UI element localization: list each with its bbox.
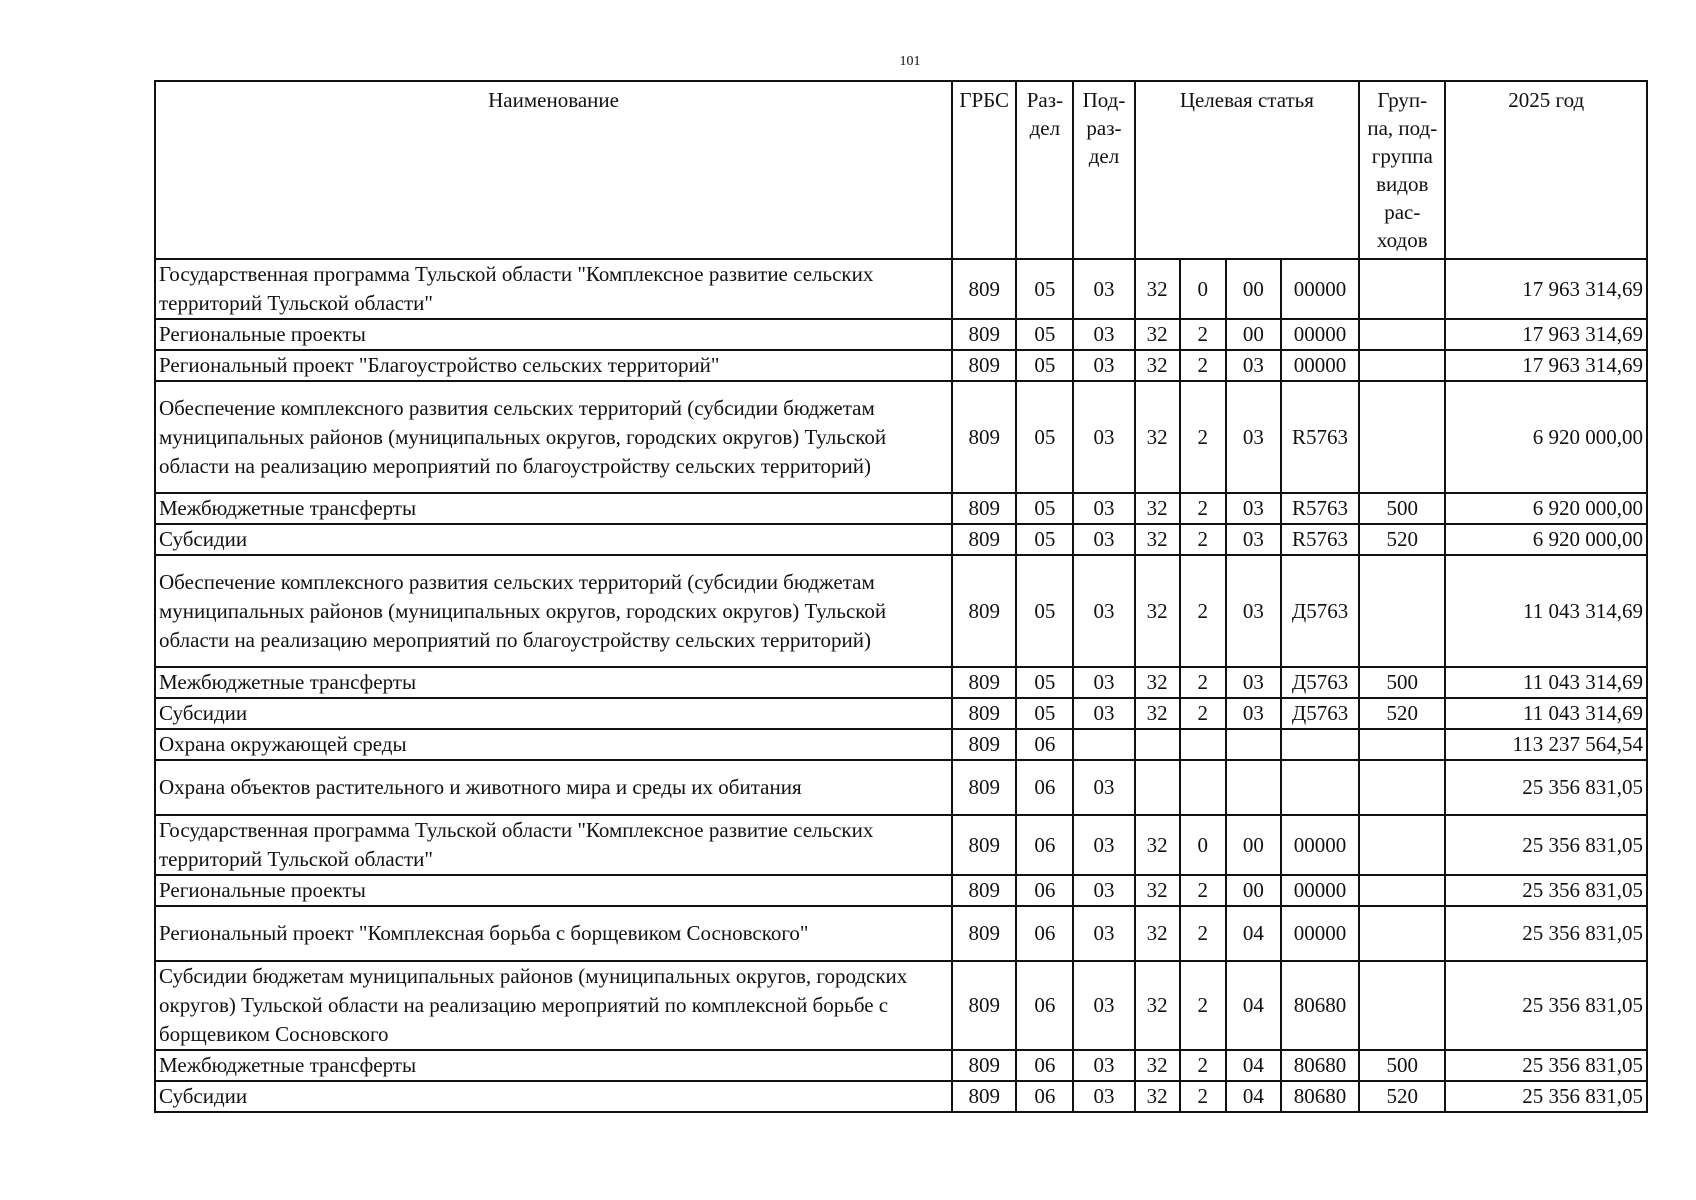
cell-amount: 11 043 314,69 <box>1445 698 1647 729</box>
cell-podrazdel: 03 <box>1073 961 1134 1050</box>
header-target-article: Целевая статья <box>1135 81 1360 259</box>
cell-grbs: 809 <box>952 524 1016 555</box>
cell-target-program <box>1135 760 1180 815</box>
table-row <box>155 729 1647 760</box>
cell-target-type: 2 <box>1180 493 1226 524</box>
cell-target-program: 32 <box>1135 815 1180 875</box>
header-expense-group: Груп- па, под- группа видов рас- ходов <box>1359 81 1445 259</box>
cell-expense-group: 500 <box>1359 493 1445 524</box>
cell-amount: 25 356 831,05 <box>1445 875 1647 906</box>
cell-name: Обеспечение комплексного развития сельских территорий (субсидии бюджетам муниципальных районов (муниципальных округов, городских округов) Тульской области на реализацию мероприятий по благоустройству сельских территорий) <box>155 381 952 493</box>
cell-amount: 17 963 314,69 <box>1445 319 1647 350</box>
cell-podrazdel: 03 <box>1073 381 1134 493</box>
table-row <box>155 259 1647 319</box>
cell-expense-group: 520 <box>1359 1081 1445 1112</box>
cell-target-direction: 00000 <box>1281 906 1359 961</box>
cell-razdel: 06 <box>1016 760 1073 815</box>
cell-target-type: 2 <box>1180 698 1226 729</box>
table-row <box>155 1081 1647 1112</box>
header-razdel: Раз- дел <box>1016 81 1073 259</box>
cell-target-structure: 03 <box>1226 524 1281 555</box>
cell-grbs: 809 <box>952 760 1016 815</box>
cell-target-structure: 03 <box>1226 667 1281 698</box>
cell-podrazdel: 03 <box>1073 760 1134 815</box>
cell-amount: 25 356 831,05 <box>1445 906 1647 961</box>
cell-target-program: 32 <box>1135 555 1180 667</box>
cell-name: Региональный проект "Благоустройство сельских территорий" <box>155 350 952 381</box>
cell-amount: 6 920 000,00 <box>1445 493 1647 524</box>
cell-target-type: 2 <box>1180 555 1226 667</box>
cell-target-direction: Д5763 <box>1281 698 1359 729</box>
cell-expense-group: 520 <box>1359 698 1445 729</box>
cell-name: Субсидии <box>155 1081 952 1112</box>
cell-target-structure: 04 <box>1226 1050 1281 1081</box>
cell-target-program: 32 <box>1135 1050 1180 1081</box>
cell-razdel: 06 <box>1016 729 1073 760</box>
cell-name: Субсидии бюджетам муниципальных районов (муниципальных округов, городских округов) Тульской области на реализацию мероприятий по комплексной борьбе с борщевиком Сосновского <box>155 961 952 1050</box>
cell-target-structure: 03 <box>1226 350 1281 381</box>
cell-target-type: 2 <box>1180 961 1226 1050</box>
cell-podrazdel: 03 <box>1073 906 1134 961</box>
cell-target-structure: 04 <box>1226 906 1281 961</box>
cell-amount: 25 356 831,05 <box>1445 1081 1647 1112</box>
cell-expense-group <box>1359 555 1445 667</box>
cell-target-type: 2 <box>1180 667 1226 698</box>
cell-expense-group <box>1359 319 1445 350</box>
cell-name: Межбюджетные трансферты <box>155 667 952 698</box>
table-header-row <box>155 81 1647 259</box>
cell-podrazdel: 03 <box>1073 493 1134 524</box>
cell-podrazdel <box>1073 729 1134 760</box>
cell-podrazdel: 03 <box>1073 555 1134 667</box>
cell-podrazdel: 03 <box>1073 524 1134 555</box>
cell-razdel: 05 <box>1016 524 1073 555</box>
table-row <box>155 381 1647 493</box>
cell-razdel: 05 <box>1016 698 1073 729</box>
cell-target-program: 32 <box>1135 493 1180 524</box>
cell-podrazdel: 03 <box>1073 319 1134 350</box>
cell-razdel: 06 <box>1016 875 1073 906</box>
cell-target-type: 2 <box>1180 1050 1226 1081</box>
cell-target-type: 0 <box>1180 259 1226 319</box>
cell-target-program: 32 <box>1135 961 1180 1050</box>
cell-target-program: 32 <box>1135 698 1180 729</box>
cell-target-structure: 00 <box>1226 875 1281 906</box>
cell-target-structure: 00 <box>1226 815 1281 875</box>
cell-razdel: 05 <box>1016 555 1073 667</box>
cell-name: Региональный проект "Комплексная борьба с борщевиком Сосновского" <box>155 906 952 961</box>
table-row <box>155 667 1647 698</box>
table-row <box>155 875 1647 906</box>
cell-expense-group <box>1359 875 1445 906</box>
cell-target-program <box>1135 729 1180 760</box>
cell-razdel: 05 <box>1016 381 1073 493</box>
cell-podrazdel: 03 <box>1073 698 1134 729</box>
cell-amount: 11 043 314,69 <box>1445 667 1647 698</box>
cell-podrazdel: 03 <box>1073 1050 1134 1081</box>
cell-target-structure: 00 <box>1226 319 1281 350</box>
cell-target-direction: 00000 <box>1281 815 1359 875</box>
cell-podrazdel: 03 <box>1073 1081 1134 1112</box>
cell-target-program: 32 <box>1135 381 1180 493</box>
cell-expense-group: 500 <box>1359 667 1445 698</box>
cell-grbs: 809 <box>952 815 1016 875</box>
cell-target-direction: 00000 <box>1281 875 1359 906</box>
cell-expense-group <box>1359 906 1445 961</box>
cell-name: Межбюджетные трансферты <box>155 1050 952 1081</box>
cell-target-type: 2 <box>1180 875 1226 906</box>
cell-target-structure: 03 <box>1226 555 1281 667</box>
cell-target-type: 2 <box>1180 906 1226 961</box>
cell-expense-group <box>1359 350 1445 381</box>
cell-grbs: 809 <box>952 906 1016 961</box>
header-podrazdel: Под- раз- дел <box>1073 81 1134 259</box>
table-row <box>155 1050 1647 1081</box>
cell-target-direction: Д5763 <box>1281 667 1359 698</box>
cell-target-direction: R5763 <box>1281 524 1359 555</box>
table-row <box>155 319 1647 350</box>
cell-podrazdel: 03 <box>1073 259 1134 319</box>
cell-amount: 25 356 831,05 <box>1445 961 1647 1050</box>
cell-expense-group: 520 <box>1359 524 1445 555</box>
table-body <box>155 259 1647 1112</box>
cell-razdel: 06 <box>1016 1050 1073 1081</box>
cell-target-structure <box>1226 760 1281 815</box>
cell-expense-group <box>1359 381 1445 493</box>
table-row <box>155 961 1647 1050</box>
cell-podrazdel: 03 <box>1073 667 1134 698</box>
cell-target-direction: 00000 <box>1281 350 1359 381</box>
cell-razdel: 06 <box>1016 906 1073 961</box>
cell-target-direction <box>1281 760 1359 815</box>
cell-target-direction: 00000 <box>1281 319 1359 350</box>
cell-target-structure: 03 <box>1226 698 1281 729</box>
cell-expense-group <box>1359 259 1445 319</box>
cell-razdel: 06 <box>1016 961 1073 1050</box>
cell-amount: 25 356 831,05 <box>1445 760 1647 815</box>
cell-grbs: 809 <box>952 698 1016 729</box>
cell-target-direction: R5763 <box>1281 381 1359 493</box>
cell-target-direction: 80680 <box>1281 1081 1359 1112</box>
cell-target-program: 32 <box>1135 906 1180 961</box>
cell-target-direction: R5763 <box>1281 493 1359 524</box>
cell-razdel: 05 <box>1016 493 1073 524</box>
cell-razdel: 05 <box>1016 259 1073 319</box>
cell-target-structure: 04 <box>1226 961 1281 1050</box>
cell-target-program: 32 <box>1135 1081 1180 1112</box>
cell-target-type: 2 <box>1180 319 1226 350</box>
cell-grbs: 809 <box>952 875 1016 906</box>
cell-target-direction: 80680 <box>1281 1050 1359 1081</box>
cell-amount: 17 963 314,69 <box>1445 259 1647 319</box>
header-name: Наименование <box>155 81 952 259</box>
header-grbs: ГРБС <box>952 81 1016 259</box>
cell-podrazdel: 03 <box>1073 875 1134 906</box>
cell-razdel: 06 <box>1016 1081 1073 1112</box>
table-row <box>155 524 1647 555</box>
cell-grbs: 809 <box>952 1081 1016 1112</box>
cell-name: Региональные проекты <box>155 319 952 350</box>
cell-amount: 25 356 831,05 <box>1445 815 1647 875</box>
cell-grbs: 809 <box>952 1050 1016 1081</box>
cell-amount: 25 356 831,05 <box>1445 1050 1647 1081</box>
cell-amount: 11 043 314,69 <box>1445 555 1647 667</box>
cell-target-type: 0 <box>1180 815 1226 875</box>
header-year: 2025 год <box>1445 81 1647 259</box>
table-row <box>155 493 1647 524</box>
cell-target-structure: 04 <box>1226 1081 1281 1112</box>
cell-target-type <box>1180 729 1226 760</box>
cell-razdel: 05 <box>1016 667 1073 698</box>
table-row <box>155 815 1647 875</box>
table-row <box>155 760 1647 815</box>
cell-expense-group <box>1359 729 1445 760</box>
cell-amount: 17 963 314,69 <box>1445 350 1647 381</box>
cell-target-program: 32 <box>1135 259 1180 319</box>
cell-target-type: 2 <box>1180 524 1226 555</box>
page-number: 101 <box>899 54 921 69</box>
cell-expense-group <box>1359 760 1445 815</box>
cell-expense-group <box>1359 961 1445 1050</box>
cell-razdel: 06 <box>1016 815 1073 875</box>
cell-name: Региональные проекты <box>155 875 952 906</box>
cell-expense-group: 500 <box>1359 1050 1445 1081</box>
cell-name: Обеспечение комплексного развития сельских территорий (субсидии бюджетам муниципальных районов (муниципальных округов, городских округов) Тульской области на реализацию мероприятий по благоустройству сельских территорий) <box>155 555 952 667</box>
cell-target-type: 2 <box>1180 1081 1226 1112</box>
cell-name: Государственная программа Тульской области "Комплексное развитие сельских территорий Тульской области" <box>155 815 952 875</box>
cell-grbs: 809 <box>952 350 1016 381</box>
cell-expense-group <box>1359 815 1445 875</box>
cell-target-direction: 00000 <box>1281 259 1359 319</box>
cell-name: Межбюджетные трансферты <box>155 493 952 524</box>
cell-grbs: 809 <box>952 381 1016 493</box>
cell-grbs: 809 <box>952 961 1016 1050</box>
table-row <box>155 555 1647 667</box>
table-row <box>155 906 1647 961</box>
cell-grbs: 809 <box>952 319 1016 350</box>
cell-razdel: 05 <box>1016 319 1073 350</box>
cell-target-program: 32 <box>1135 875 1180 906</box>
budget-table <box>154 80 1648 1113</box>
cell-grbs: 809 <box>952 259 1016 319</box>
cell-target-direction: Д5763 <box>1281 555 1359 667</box>
cell-target-program: 32 <box>1135 319 1180 350</box>
cell-target-direction: 80680 <box>1281 961 1359 1050</box>
cell-target-direction <box>1281 729 1359 760</box>
cell-target-type: 2 <box>1180 381 1226 493</box>
cell-grbs: 809 <box>952 667 1016 698</box>
table-row <box>155 698 1647 729</box>
cell-target-program: 32 <box>1135 524 1180 555</box>
cell-target-structure: 03 <box>1226 493 1281 524</box>
table-row <box>155 350 1647 381</box>
cell-name: Субсидии <box>155 524 952 555</box>
cell-target-program: 32 <box>1135 667 1180 698</box>
cell-target-structure: 00 <box>1226 259 1281 319</box>
cell-amount: 113 237 564,54 <box>1445 729 1647 760</box>
cell-name: Охрана объектов растительного и животного мира и среды их обитания <box>155 760 952 815</box>
cell-amount: 6 920 000,00 <box>1445 381 1647 493</box>
cell-name: Охрана окружающей среды <box>155 729 952 760</box>
cell-podrazdel: 03 <box>1073 815 1134 875</box>
cell-name: Государственная программа Тульской области "Комплексное развитие сельских территорий Тульской области" <box>155 259 952 319</box>
cell-razdel: 05 <box>1016 350 1073 381</box>
cell-target-type <box>1180 760 1226 815</box>
cell-amount: 6 920 000,00 <box>1445 524 1647 555</box>
cell-grbs: 809 <box>952 555 1016 667</box>
cell-grbs: 809 <box>952 493 1016 524</box>
cell-grbs: 809 <box>952 729 1016 760</box>
cell-target-structure: 03 <box>1226 381 1281 493</box>
cell-podrazdel: 03 <box>1073 350 1134 381</box>
cell-name: Субсидии <box>155 698 952 729</box>
cell-target-type: 2 <box>1180 350 1226 381</box>
cell-target-structure <box>1226 729 1281 760</box>
cell-target-program: 32 <box>1135 350 1180 381</box>
